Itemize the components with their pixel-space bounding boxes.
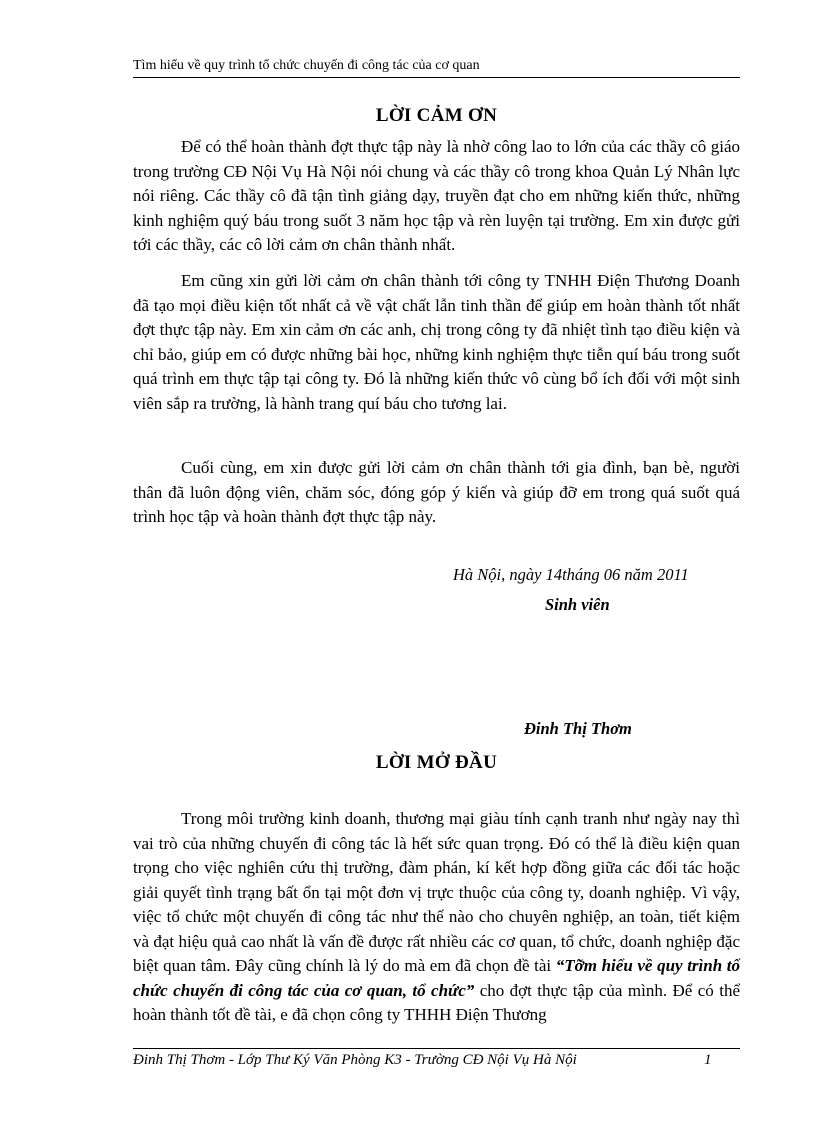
signature-role: Sinh viên	[545, 595, 610, 614]
signature-place-date: Hà Nội, ngày 14tháng 06 năm 2011	[453, 565, 689, 584]
header-divider	[133, 77, 740, 78]
page-header: Tìm hiểu về quy trình tổ chức chuyến đi công tác của cơ quan	[133, 58, 480, 73]
page-number: 1	[704, 1052, 712, 1068]
introduction-paragraph	[133, 807, 740, 1028]
acknowledgement-paragraph-3: Cuối cùng, em xin được gửi lời cảm ơn chân thành tới gia đình, bạn bè, người thân đã luôn động viên, chăm sóc, đóng góp ý kiến và giúp đỡ em trong quá suốt quá trình học tập và hoàn thành đợt thực tập này.	[133, 458, 740, 526]
introduction-title: LỜI MỞ ĐẦU	[375, 752, 498, 773]
page-footer: Đinh Thị Thơm - Lớp Thư Ký Văn Phòng K3 - Trường CĐ Nội Vụ Hà Nội	[133, 1052, 577, 1068]
acknowledgement-title: LỜI CẢM ƠN	[375, 105, 498, 126]
footer-divider	[133, 1048, 740, 1049]
acknowledgement-paragraph-1: Để có thể hoàn thành đợt thực tập này là nhờ công lao to lớn của các thầy cô giáo trong trường CĐ Nội Vụ Hà Nội nói chung và các thầy cô trong khoa Quản Lý Nhân lực nói riêng. Các thầy cô đã tận tình giảng dạy, truyền đạt cho em những kiến thức, những kinh nghiệm quý báu trong suốt 3 năm học tập và rèn luyện tại trường. Em xin được gửi tới các thầy, các cô lời cảm ơn chân thành nhất.	[133, 137, 740, 254]
introduction-text-end: cho đợt thực tập của mình. Để có thể hoàn thành tốt đề tài, e đã chọn công ty THHH Điện Thương	[133, 980, 740, 1024]
acknowledgement-paragraph-2: Em cũng xin gửi lời cảm ơn chân thành tới công ty TNHH Điện Thương Doanh đã tạo mọi điều kiện tốt nhất cả về vật chất lẫn tinh thần để giúp em hoàn thành tốt nhất đợt thực tập này. Em xin cảm ơn các anh, chị trong công ty đã nhiệt tình tạo điều kiện và chỉ bảo, giúp em có được những bài học, những kinh nghiệm thực tiễn quí báu trong suốt quá trình em thực tập tại công ty. Đó là những kiến thức vô cùng bổ ích đối với một sinh viên sắp ra trường, là hành trang quí báu cho tương lai.	[133, 271, 740, 413]
topic-title: “Tỡm hiểu về quy trình tổ chức chuyến đi công tác của cơ quan, tổ chức”	[133, 956, 740, 1000]
introduction-text-start: Trong môi trường kinh doanh, thương mại giàu tính cạnh tranh như ngày nay thì vai trò của những chuyến đi công tác là hết sức quan trọng. Đó có thể là điều kiện quan trọng cho việc nghiên cứu thị trường, đàm phán, kí kết hợp đồng giữa các đối tác hoặc giải quyết tình trạng bất ổn tại một đơn vị trực thuộc của công ty, doanh nghiệp. Vì vậy, việc tổ chức một chuyến đi công tác như thế nào cho chuyên nghiệp, an toàn, tiết kiệm và đạt hiệu quả cao nhất là vấn đề được rất nhiều các cơ quan, tổ chức, doanh nghiệp đặc biệt quan tâm. Đây cũng chính là lý do mà em đã chọn đề tài	[133, 809, 740, 975]
signature-name: Đinh Thị Thơm	[524, 719, 632, 738]
